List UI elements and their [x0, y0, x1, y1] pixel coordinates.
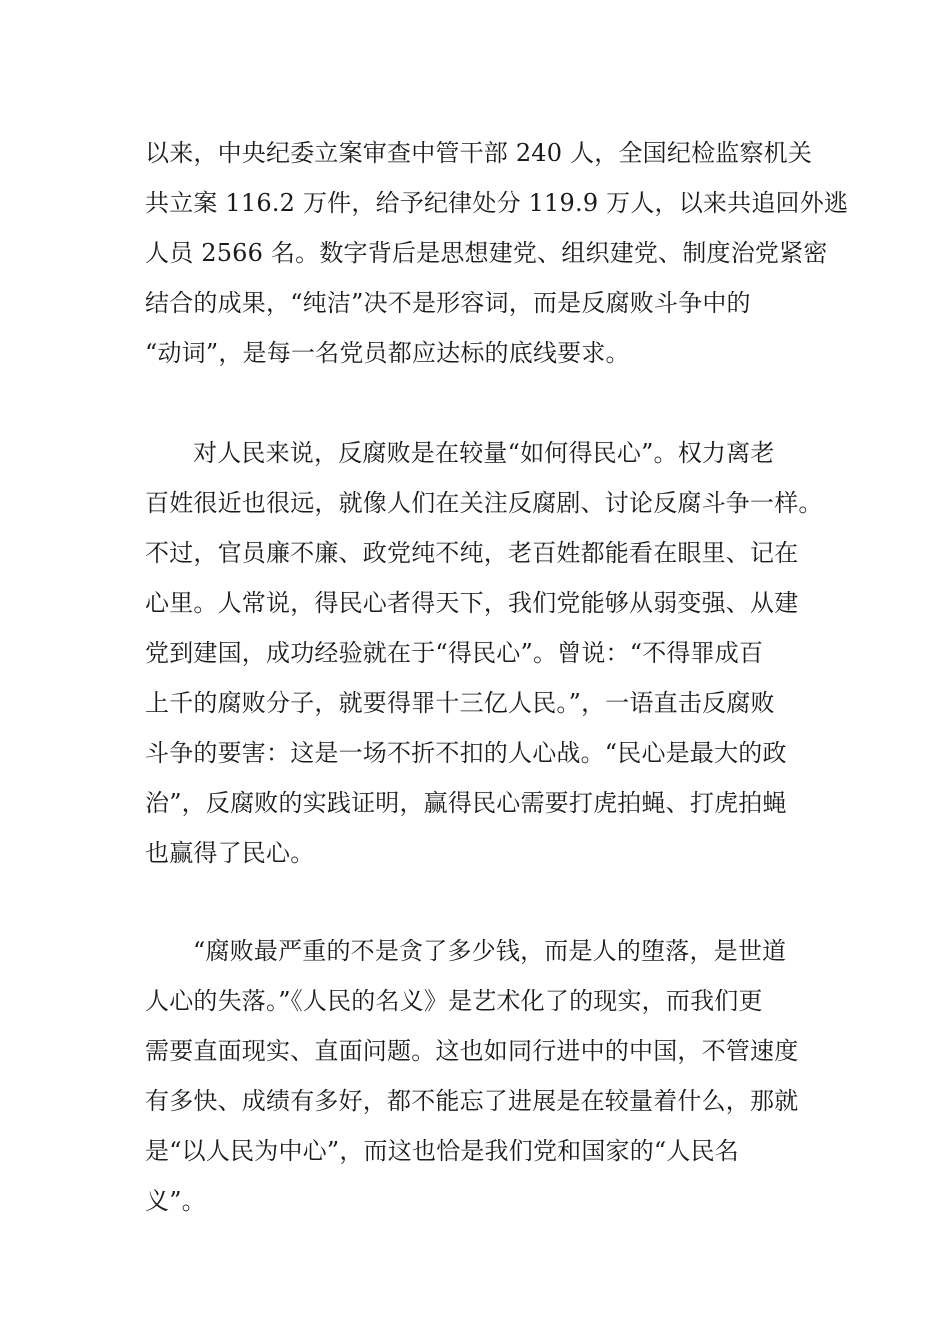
paragraph-line: 结合的成果，“纯洁”决不是形容词，而是反腐败斗争中的 — [145, 289, 751, 317]
paragraph-line: “动词”，是每一名党员都应达标的底线要求。 — [145, 339, 630, 367]
paragraph-line: 对人民来说，反腐败是在较量“如何得民心”。权力离老 — [193, 439, 775, 467]
paragraph-line: 上千的腐败分子，就要得罪十三亿人民。”，一语直击反腐败 — [145, 689, 775, 717]
paragraph-line: “腐败最严重的不是贪了多少钱，而是人的堕落，是世道 — [193, 937, 787, 965]
paragraph-line: 斗争的要害：这是一场不折不扣的人心战。“民心是最大的政 — [145, 739, 787, 767]
paragraph-line: 是“以人民为中心”，而这也恰是我们党和国家的“人民名 — [145, 1137, 740, 1165]
paragraph-line: 共立案 116.2 万件，给予纪律处分 119.9 万人，以来共追回外逃 — [145, 189, 849, 217]
paragraph-2 — [145, 428, 825, 878]
paragraph-line: 人员 2566 名。数字背后是思想建党、组织建党、制度治党紧密 — [145, 239, 828, 267]
paragraph-line: 以来，中央纪委立案审查中管干部 240 人，全国纪检监察机关 — [145, 139, 813, 167]
paragraph-line: 心里。人常说，得民心者得天下，我们党能够从弱变强、从建 — [145, 589, 799, 617]
paragraph-1 — [145, 128, 849, 378]
paragraph-line: 党到建国，成功经验就在于“得民心”。曾说：“不得罪成百 — [145, 639, 764, 667]
paragraph-line: 人心的失落。”《人民的名义》是艺术化了的现实，而我们更 — [145, 987, 763, 1015]
paragraph-line: 不过，官员廉不廉、政党纯不纯，老百姓都能看在眼里、记在 — [145, 539, 799, 567]
paragraph-3 — [145, 926, 825, 1226]
paragraph-line: 百姓很近也很远，就像人们在关注反腐剧、讨论反腐斗争一样。 — [145, 489, 823, 517]
paragraph-line: 义”。 — [145, 1187, 206, 1215]
paragraph-line: 有多快、成绩有多好，都不能忘了进展是在较量着什么，那就 — [145, 1087, 799, 1115]
paragraph-line: 也赢得了民心。 — [145, 839, 315, 867]
paragraph-line: 需要直面现实、直面问题。这也如同行进中的中国，不管速度 — [145, 1037, 799, 1065]
paragraph-line: 治”，反腐败的实践证明，赢得民心需要打虎拍蝇、打虎拍蝇 — [145, 789, 787, 817]
